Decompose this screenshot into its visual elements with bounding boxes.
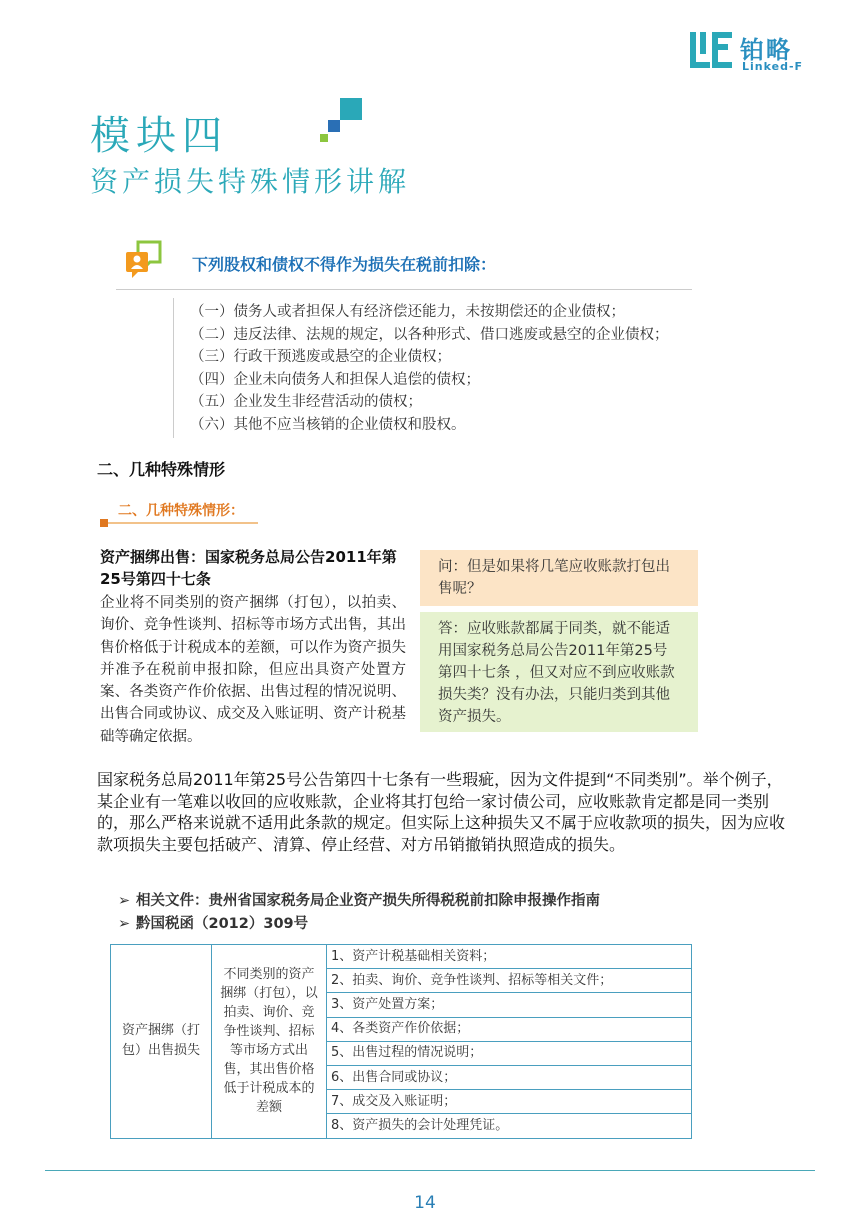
section-underline: [104, 522, 258, 524]
table-document-cell: 2、拍卖、询价、竞争性谈判、招标等相关文件；: [327, 969, 692, 993]
table-row: [111, 945, 692, 969]
module-subtitle: 资产损失特殊情形讲解: [90, 165, 411, 198]
list-item: （六）其他不应当核销的企业债权和股权。: [190, 416, 466, 433]
reference-text: 黔国税函（2012）309号: [136, 916, 309, 932]
section-heading: 二、几种特殊情形: [97, 460, 226, 479]
list-item: （四）企业未向债务人和担保人追偿的债权；: [190, 371, 480, 388]
logo-mark-icon: [690, 32, 734, 72]
speech-bubble-icon: [124, 240, 164, 280]
table-document-cell: 5、出售过程的情况说明；: [327, 1041, 692, 1065]
list-item: （一）债务人或者担保人有经济偿还能力，未按期偿还的企业债权；: [190, 304, 625, 320]
table-document-cell: 6、出售合同或协议；: [327, 1065, 692, 1089]
table-category-cell: 资产捆绑（打包）出售损失: [111, 945, 212, 1139]
list-item: （二）违反法律、法规的规定，以各种形式、借口逃废或悬空的企业债权；: [190, 326, 669, 343]
callout-title: 下列股权和债权不得作为损失在税前扣除：: [192, 255, 497, 274]
arrow-icon: ➢: [118, 893, 131, 909]
list-item: （三）行政干预逃废或悬空的企业债权；: [190, 349, 451, 365]
table-document-cell: 4、各类资产作价依据；: [327, 1017, 692, 1041]
bundle-sale-title: 资产捆绑出售：国家税务总局公告2011年第25号第四十七条: [100, 548, 397, 588]
bundle-sale-body: 企业将不同类别的资产捆绑（打包），以拍卖、询价、竞争性谈判、招标等市场方式出售，其出售价格低于计税成本的差额，可以作为资产损失并准予在税前申报扣除，但应出具资产处置方案、各类资产作价依据、出售过程的情况说明、出售合同或协议、成交及入账证明、资产计税基础等确定依据。: [100, 595, 406, 745]
section-dot: [100, 519, 108, 527]
main-paragraph: 国家税务总局2011年第25号公告第四十七条有一些瑕疵，因为文件提到“不同类别”。举个例子，某企业有一笔难以收回的应收账款，企业将其打包给一家讨债公司，应收账款肯定都是同一类别的，那么严格来说就不适用此条款的规定。但实际上这种损失又不属于应收款项的损失，因为应收款项损失主要包括破产、清算、停止经营、对方吊销撤销执照造成的损失。: [97, 770, 786, 854]
loss-documents-table: [110, 944, 692, 1139]
list-item: （五）企业发生非经营活动的债权；: [190, 394, 422, 410]
restriction-list: [190, 301, 669, 436]
section-label: 二、几种特殊情形：: [118, 503, 244, 519]
module-title: 模块四: [90, 113, 228, 159]
callout-divider: [116, 289, 692, 290]
logo-text: 铂略: [740, 36, 792, 64]
brand-logo: [690, 30, 820, 76]
reference-item: [118, 912, 308, 933]
table-document-cell: 1、资产计税基础相关资料；: [327, 945, 692, 969]
reference-item: [118, 889, 600, 910]
reference-text: 相关文件：贵州省国家税务局企业资产损失所得税税前扣除申报操作指南: [136, 893, 600, 909]
table-condition-cell: 不同类别的资产捆绑（打包），以拍卖、询价、竞争性谈判、招标等市场方式出售，其出售价格低于计税成本的差额: [212, 945, 327, 1139]
arrow-icon: ➢: [118, 916, 131, 932]
question-box: 问：但是如果将几笔应收账款打包出售呢？: [420, 550, 698, 606]
table-document-cell: 8、资产损失的会计处理凭证。: [327, 1114, 692, 1138]
callout-vertical-line: [173, 298, 174, 438]
table-document-cell: 7、成交及入账证明；: [327, 1090, 692, 1114]
logo-subtext: Linked-F: [742, 60, 804, 73]
decorative-squares-icon: [316, 96, 366, 146]
answer-box: 答：应收账款都属于同类，就不能适用国家税务总局公告2011年第25号第四十七条 ，但又对应不到应收账款损失类？没有办法，只能归类到其他资产损失。: [420, 612, 698, 732]
page-number: 14: [414, 1193, 436, 1213]
footer-divider: [45, 1170, 815, 1171]
table-document-cell: 3、资产处置方案；: [327, 993, 692, 1017]
